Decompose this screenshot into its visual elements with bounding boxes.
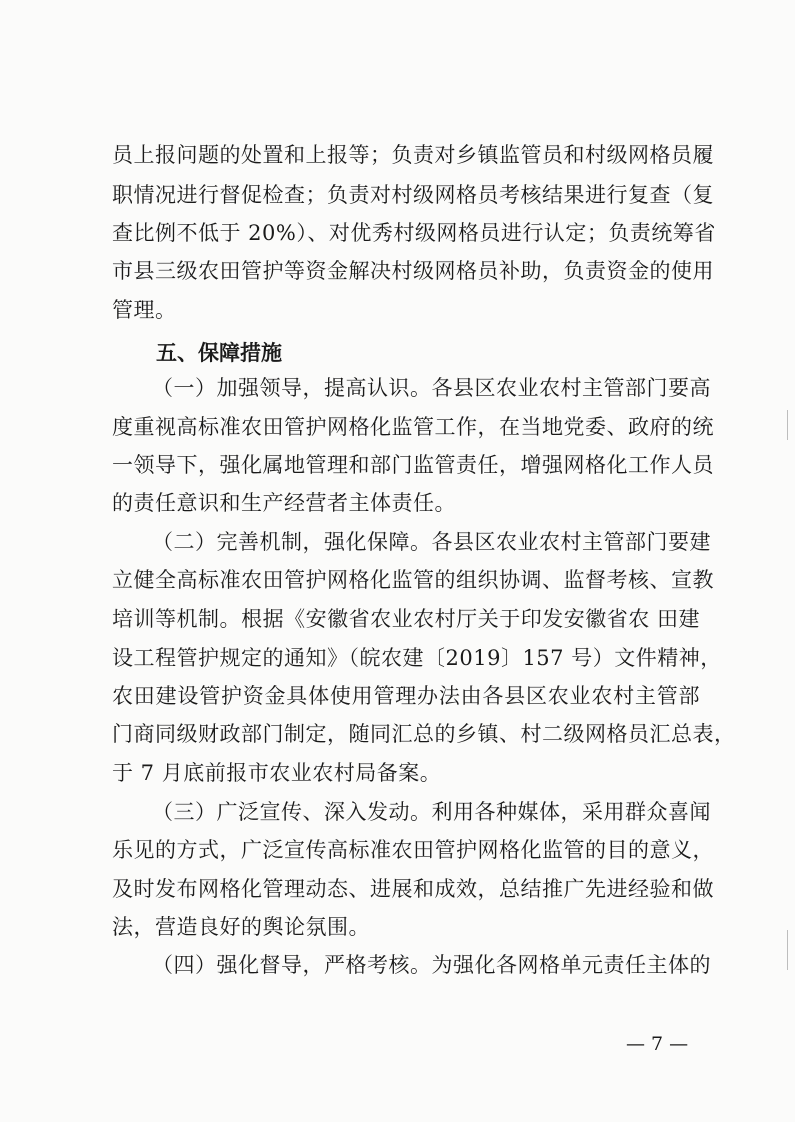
text-line: 一领导下，强化属地管理和部门监管责任，增强网格化工作人员 (112, 453, 714, 477)
text-line: 法，营造良好的舆论氛围。 (112, 915, 370, 939)
scan-edge-mark (787, 410, 788, 440)
text-line: （一）加强领导，提高认识。各县区农业农村主管部门要高 (152, 376, 711, 400)
text-line: 的责任意识和生产经营者主体责任。 (112, 491, 456, 515)
section-heading: 五、保障措施 (156, 341, 282, 365)
text-line: 培训等机制。根据《安徽省农业农村厅关于印发安徽省农 田建 (112, 607, 700, 631)
text-line: 市县三级农田管护等资金解决村级网格员补助，负责资金的使用 (112, 259, 714, 283)
text-line: 门商同级财政部门制定，随同汇总的乡镇、村二级网格员汇总表， (112, 722, 736, 746)
text-line: 职情况进行督促检查；负责对村级网格员考核结果进行复查（复 (112, 183, 714, 207)
text-line: 及时发布网格化管理动态、进展和成效，总结推广先进经验和做 (112, 877, 714, 901)
text-line: （四）强化督导，严格考核。为强化各网格单元责任主体的 (152, 953, 711, 977)
scan-edge-mark (787, 930, 788, 970)
text-line: 员上报问题的处置和上报等；负责对乡镇监管员和村级网格员履 (112, 143, 714, 167)
page-number: — 7 — (626, 1033, 689, 1055)
text-line: （二）完善机制，强化保障。各县区农业农村主管部门要建 (152, 530, 711, 554)
text-line: 立健全高标准农田管护网格化监管的组织协调、监督考核、宣教 (112, 568, 714, 592)
text-line: 管理。 (112, 298, 177, 322)
text-line: 农田建设管护资金具体使用管理办法由各县区农业农村主管部 (112, 684, 700, 708)
text-line: 查比例不低于 20%）、对优秀村级网格员进行认定；负责统筹省 (112, 221, 716, 245)
text-line: （三）广泛宣传、深入发动。利用各种媒体，采用群众喜闻 (152, 800, 711, 824)
text-line: 设工程管护规定的通知》（皖农建〔2019〕157 号）文件精神， (112, 646, 722, 670)
text-line: 度重视高标准农田管护网格化监管工作，在当地党委、政府的统 (112, 415, 714, 439)
text-line: 于 7 月底前报市农业农村局备案。 (112, 761, 442, 785)
text-line: 乐见的方式，广泛宣传高标准农田管护网格化监管的目的意义， (112, 838, 714, 862)
